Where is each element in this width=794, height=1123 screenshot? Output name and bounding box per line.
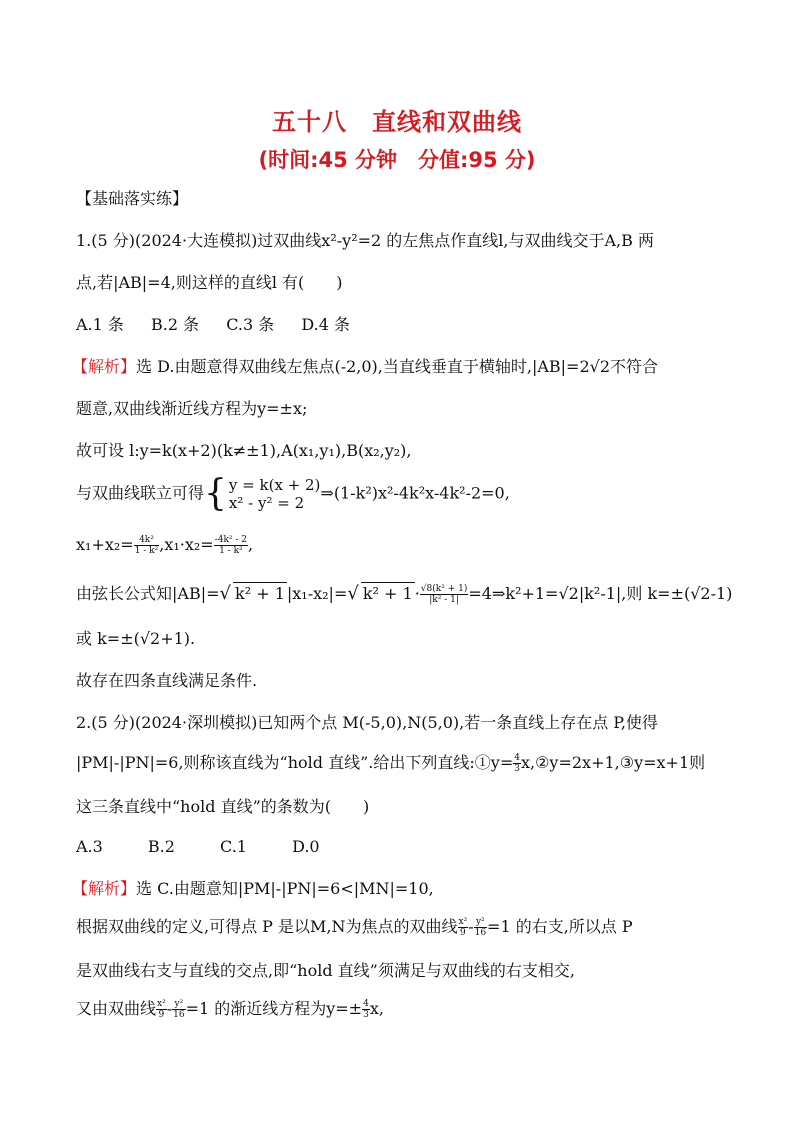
fraction: $\frac{\text{x²}}{9}$ [458,917,468,938]
q1-analysis-line8: 故存在四条直线满足条件. [76,671,258,690]
fraction: $\frac{\text{4k²}}{\text{1 - k²}}$ [134,535,159,556]
q1-analysis-line4: 与双曲线联立可得{ y = k(x + 2) x² - y² = 2 ⇒(1-k²)x²-4k²x-4k²-2=0, [76,473,510,514]
page-title: 五十八 直线和双曲线 [272,108,522,136]
fraction: $\frac{\text{y²}}{16}$ [474,917,487,938]
q2-analysis-line2: 根据双曲线的定义,可得点 P 是以M,N为焦点的双曲线 $\frac{\text{x²}}{9}$ - $\frac{\text{y²}}{16}$ =1 的右支,所以点 P [76,917,633,938]
fraction: $\frac{4}{3}$ [514,753,520,774]
q2-stem-line3: 这三条直线中“hold 直线”的条数为( ) [76,797,370,816]
q2-option-c: C.1 [220,837,247,856]
q1-analysis-line6: 由弦长公式知|AB|=√ k² + 1 |x₁-x₂|=√ k² + 1 · $\frac{\text{√8(k² + 1)}}{\text{|k² - 1|}}$ =4⇒k²+1=√2|k²-1|,则 k=±(√2-1) [76,583,733,605]
sqrt-expression: k² + 1 [362,584,413,603]
q1-analysis-line5: x₁+x₂= $\frac{\text{4k²}}{\text{1 - k²}}$ ,x₁·x₂= $\frac{\text{-4k² - 2}}{\text{1 - k²}}$ , [76,535,254,556]
q1-stem-line1: 1.(5 分)(2024·大连模拟)过双曲线x²-y²=2 的左焦点作直线l,与双曲线交于A,B 两 [76,231,654,250]
equation-system: y = k(x + 2) x² - y² = 2 [228,476,321,512]
sqrt-expression: k² + 1 [235,584,285,603]
q1-option-b: B.2 条 [151,315,200,334]
q2-stem-line1: 2.(5 分)(2024·深圳模拟)已知两个点 M(-5,0),N(5,0),若一条直线上存在点 P,使得 [76,713,658,732]
system-brace: { [204,473,227,514]
q1-analysis-line3: 故可设 l:y=k(x+2)(k≠±1),A(x₁,y₁),B(x₂,y₂), [76,441,412,460]
analysis-tag: 【解析】 [72,879,137,898]
page-subtitle: (时间:45 分钟 分值:95 分) [258,148,536,172]
q1-options [76,314,372,336]
q2-option-a: A.3 [76,837,103,856]
fraction: $\frac{\text{x²}}{9}$ [157,999,166,1020]
fraction: $\frac{\text{y²}}{16}$ [173,999,185,1020]
fraction: $\frac{\text{√8(k² + 1)}}{\text{|k² - 1|}}$ [420,584,468,605]
q2-options [76,836,342,858]
q1-analysis-line1: 【解析】选 D.由题意得双曲线左焦点(-2,0),当直线垂直于横轴时,|AB|=2√2不符合 [72,357,659,376]
fraction: $\frac{4}{3}$ [363,999,369,1020]
q2-option-d: D.0 [292,837,320,856]
q2-analysis-line1: 【解析】选 C.由题意知|PM|-|PN|=6<|MN|=10, [72,879,434,898]
fraction: $\frac{\text{-4k² - 2}}{\text{1 - k²}}$ [214,535,248,556]
q1-option-d: D.4 条 [301,315,350,334]
q1-analysis-line2: 题意,双曲线渐近线方程为y=±x; [76,399,308,418]
q2-analysis-line3: 是双曲线右支与直线的交点,即“hold 直线”须满足与双曲线的右支相交, [76,961,575,980]
q1-analysis-line7: 或 k=±(√2+1). [76,629,196,648]
q2-option-b: B.2 [147,837,175,856]
q1-option-c: C.3 条 [226,315,275,334]
analysis-tag: 【解析】 [72,357,137,376]
q2-analysis-line4: 又由双曲线 $\frac{\text{x²}}{9}$ - $\frac{\text{y²}}{16}$ =1 的渐近线方程为y=± $\frac{4}{3}$ x, [76,999,384,1020]
q1-stem-line2: 点,若|AB|=4,则这样的直线l 有( ) [76,273,343,292]
section-label: 【基础落实练】 [76,189,189,208]
q1-option-a: A.1 条 [76,315,124,334]
q2-stem-line2: |PM|-|PN|=6,则称该直线为“hold 直线”.给出下列直线:①y= $\frac{4}{3}$ x,②y=2x+1,③y=x+1则 [76,753,706,774]
